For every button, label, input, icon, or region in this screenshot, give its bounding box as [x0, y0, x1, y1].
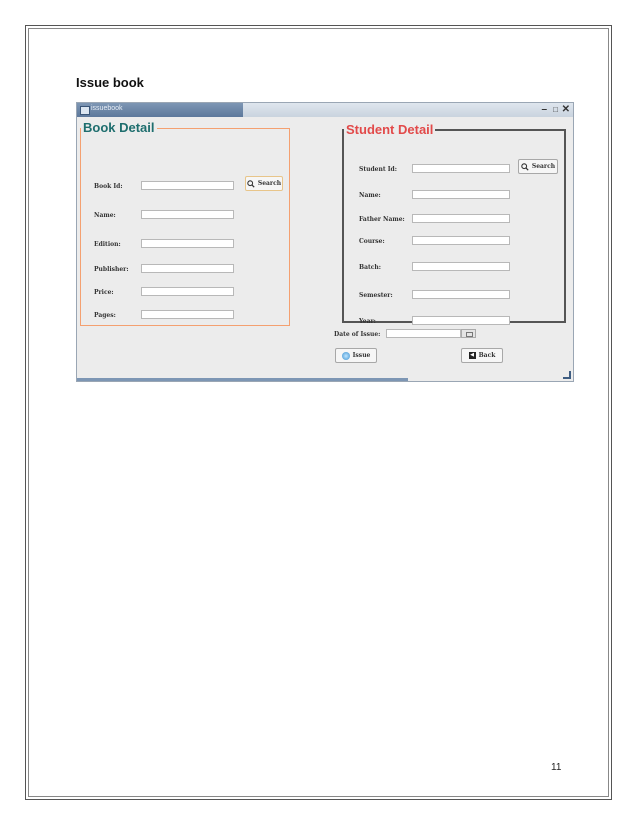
date-of-issue-label: Date of Issue:: [334, 331, 381, 338]
back-button[interactable]: [461, 348, 503, 363]
edition-label: Edition:: [94, 241, 121, 248]
price-field[interactable]: [141, 287, 234, 296]
course-label: Course:: [359, 238, 385, 245]
window-bottom-strip: [77, 378, 408, 381]
search-icon: [247, 180, 255, 188]
batch-field[interactable]: [412, 262, 510, 271]
title-bar[interactable]: [77, 103, 573, 117]
father-name-field[interactable]: [412, 214, 510, 223]
back-icon: ◀: [470, 352, 475, 358]
book-search-button[interactable]: [245, 176, 283, 191]
maximize-icon[interactable]: □: [553, 105, 558, 114]
resize-handle[interactable]: [563, 371, 571, 379]
issue-button[interactable]: [335, 348, 377, 363]
student-id-field[interactable]: [412, 164, 510, 173]
book-id-label: Book Id:: [94, 183, 123, 190]
student-detail-panel: [342, 123, 566, 323]
publisher-field[interactable]: [141, 264, 234, 273]
student-name-label: Name:: [359, 192, 381, 199]
section-title: Issue book: [76, 75, 144, 90]
publisher-label: Publisher:: [94, 266, 129, 273]
book-name-field[interactable]: [141, 210, 234, 219]
issue-icon: [342, 352, 350, 360]
book-id-field[interactable]: [141, 181, 234, 190]
page-number: 11: [551, 762, 562, 773]
minimize-icon[interactable]: –: [541, 104, 547, 115]
window-title: issuebook: [91, 105, 123, 112]
student-detail-legend: Student Detail: [346, 122, 434, 137]
batch-label: Batch:: [359, 264, 381, 271]
course-field[interactable]: [412, 236, 510, 245]
title-bar-highlight: [77, 103, 243, 117]
calendar-icon[interactable]: [461, 329, 476, 338]
father-name-label: Father Name:: [359, 216, 405, 223]
student-id-label: Student Id:: [359, 166, 397, 173]
book-name-label: Name:: [94, 212, 116, 219]
year-field[interactable]: [412, 316, 510, 325]
pages-label: Pages:: [94, 312, 116, 319]
book-detail-legend: Book Detail: [83, 120, 155, 135]
edition-field[interactable]: [141, 239, 234, 248]
student-search-button[interactable]: [518, 159, 558, 174]
semester-label: Semester:: [359, 292, 393, 299]
book-detail-panel: [80, 121, 290, 326]
semester-field[interactable]: [412, 290, 510, 299]
student-name-field[interactable]: [412, 190, 510, 199]
book-search-label: Search: [257, 180, 282, 187]
app-icon: [80, 106, 90, 115]
close-icon[interactable]: ✕: [561, 104, 570, 115]
student-search-label: Search: [531, 163, 556, 170]
issue-book-window: [76, 102, 574, 382]
price-label: Price:: [94, 289, 114, 296]
search-icon: [521, 163, 529, 171]
issue-button-label: Issue: [352, 352, 371, 359]
back-button-label: Back: [478, 352, 496, 359]
year-label: Year:: [359, 318, 376, 325]
pages-field[interactable]: [141, 310, 234, 319]
date-of-issue-field[interactable]: [386, 329, 461, 338]
